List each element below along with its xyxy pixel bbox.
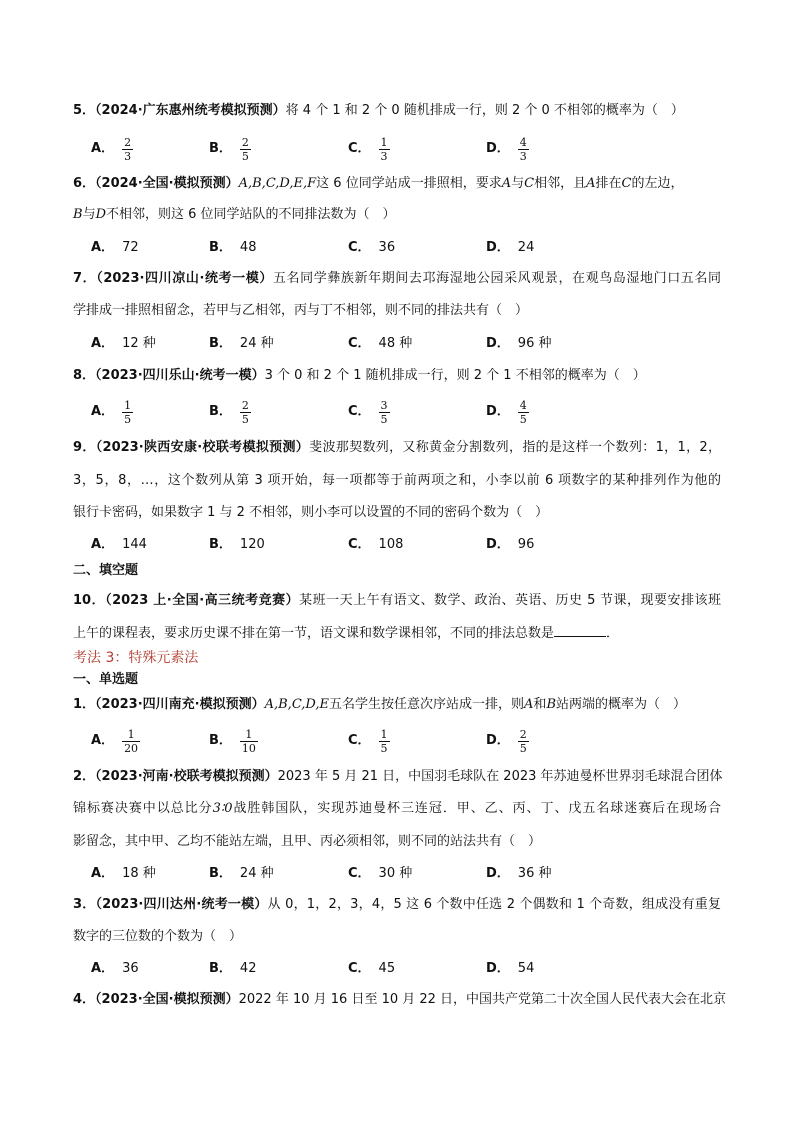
fraction: $\frac{1}{3}$ xyxy=(380,135,388,163)
problem-1: 1．（2023·四川南充·模拟预测）A,B,C,D,E五名学生按任意次序站成一排，则A和B站两端的概率为（ ） xyxy=(73,697,687,712)
question-9-line2: 3，5，8，…，这个数列从第 3 项开始，每一项都等于前两项之和，小李以前 6 项数字的某种排列作为他的 xyxy=(73,473,721,488)
problem-2: 2．（2023·河南·校联考模拟预测）2023 年 5 月 21 日，中国羽毛球队在 2023 年苏迪曼杯世界羽毛球混合团体 xyxy=(73,769,723,784)
option-c: C． 36 xyxy=(348,240,396,255)
option-b: B． $\frac{1}{10}$ xyxy=(209,727,256,755)
math-expression: A,B,C,D,E,F xyxy=(238,176,317,191)
problem-4: 4．（2023·全国·模拟预测）2022 年 10 月 16 日至 10 月 22 日，中国共产党第二十次全国人民代表大会在北京 xyxy=(73,992,727,1007)
section-heading-single: 一、单选题 xyxy=(73,672,139,687)
problem-2-line2: 锦标赛决赛中以总比分3∶0战胜韩国队，实现苏迪曼杯三连冠．甲、乙、丙、丁、戊五名球迷赛后在现场合 xyxy=(73,801,721,816)
option-d: D． $\frac{2}{5}$ xyxy=(486,727,527,755)
question-9-line3: 银行卡密码，如果数字 1 与 2 不相邻，则小李可以设置的不同的密码个数为（ ） xyxy=(73,505,549,520)
option-d: D． 24 xyxy=(486,240,535,255)
option-d: D． 96 xyxy=(486,537,535,552)
option-b: B． 42 xyxy=(209,961,257,976)
option-c: C． $\frac{1}{5}$ xyxy=(348,727,388,755)
question-7-line2: 学排成一排照相留念，若甲与乙相邻，丙与丁不相邻，则不同的排法共有（ ） xyxy=(73,303,529,318)
option-d: D． 96 种 xyxy=(486,336,552,351)
option-a: A． 12 种 xyxy=(91,336,156,351)
question-text: 将 4 个 1 和 2 个 0 随机排成一行，则 2 个 0 不相邻的概率为（ ） xyxy=(285,103,684,118)
option-d: D． $\frac{4}{5}$ xyxy=(486,398,527,426)
question-number: 5． xyxy=(73,103,96,118)
option-b: B． $\frac{2}{5}$ xyxy=(209,398,249,426)
fraction: $\frac{2}{5}$ xyxy=(241,135,249,163)
option-a: A． 144 xyxy=(91,537,147,552)
question-9: 9．（2023·陕西安康·校联考模拟预测）斐波那契数列，又称黄金分割数列，指的是这样一个数列：1，1，2， xyxy=(73,440,722,455)
question-7: 7．（2023·四川凉山·统考一模）五名同学彝族新年期间去邛海湿地公园采风观景，在观鸟岛湿地门口五名同 xyxy=(73,271,721,286)
option-b: B． $\frac{2}{5}$ xyxy=(209,135,249,163)
section-heading-fill: 二、填空题 xyxy=(73,563,139,578)
problem-3-line2: 数字的三位数的个数为（ ） xyxy=(73,929,243,944)
option-a: A． $\frac{1}{5}$ xyxy=(91,398,132,426)
option-a: A． 36 xyxy=(91,961,139,976)
option-c: C． 30 种 xyxy=(348,866,413,881)
option-b: B． 24 种 xyxy=(209,336,274,351)
question-source: （2024·广东惠州统考模拟预测） xyxy=(95,103,286,118)
option-c: C． 108 xyxy=(348,537,404,552)
option-b: B． 120 xyxy=(209,537,265,552)
answer-blank xyxy=(554,624,606,637)
option-d: D． 36 种 xyxy=(486,866,552,881)
option-a: A． 72 xyxy=(91,240,139,255)
option-c: C． $\frac{3}{5}$ xyxy=(348,398,388,426)
question-10: 10．（2023 上·全国·高三统考竞赛）某班一天上午有语文、数学、政治、英语、历史 5 节课，现要安排该班 xyxy=(73,593,721,608)
question-6: 6．（2024·全国·模拟预测）A,B,C,D,E,F这 6 位同学站成一排照相，要求A与C相邻，且A排在C的左边， xyxy=(73,176,684,191)
fraction: $\frac{2}{3}$ xyxy=(124,135,132,163)
question-10-line2: 上午的课程表，要求历史课不排在第一节，语文课和数学课相邻，不同的排法总数是 ． xyxy=(73,626,620,641)
option-d: D． 54 xyxy=(486,961,535,976)
method-heading: 考法 3：特殊元素法 xyxy=(73,650,199,666)
option-b: B． 48 xyxy=(209,240,257,255)
option-b: B． 24 种 xyxy=(209,866,274,881)
question-6-line2: B与D不相邻，则这 6 位同学站队的不同排法数为（ ） xyxy=(73,207,396,222)
question-5 xyxy=(73,103,684,119)
problem-2-line3: 影留念，其中甲、乙均不能站左端，且甲、丙必须相邻，则不同的站法共有（ ） xyxy=(73,834,542,849)
option-c: C． 48 种 xyxy=(348,336,413,351)
option-d: D． $\frac{4}{3}$ xyxy=(486,135,527,163)
fraction: $\frac{4}{3}$ xyxy=(519,135,527,163)
question-8: 8．（2023·四川乐山·统考一模）3 个 0 和 2 个 1 随机排成一行，则 2 个 1 不相邻的概率为（ ） xyxy=(73,368,646,383)
option-a: A． $\frac{2}{3}$ xyxy=(91,135,132,163)
problem-3: 3．（2023·四川达州·统考一模）从 0，1，2，3，4，5 这 6 个数中任选 2 个偶数和 1 个奇数，组成没有重复 xyxy=(73,897,722,912)
option-c: C． $\frac{1}{3}$ xyxy=(348,135,388,163)
score-expression: 3∶0 xyxy=(212,801,233,816)
option-a: A． $\frac{1}{20}$ xyxy=(91,727,139,755)
option-c: C． 45 xyxy=(348,961,396,976)
option-a: A． 18 种 xyxy=(91,866,156,881)
